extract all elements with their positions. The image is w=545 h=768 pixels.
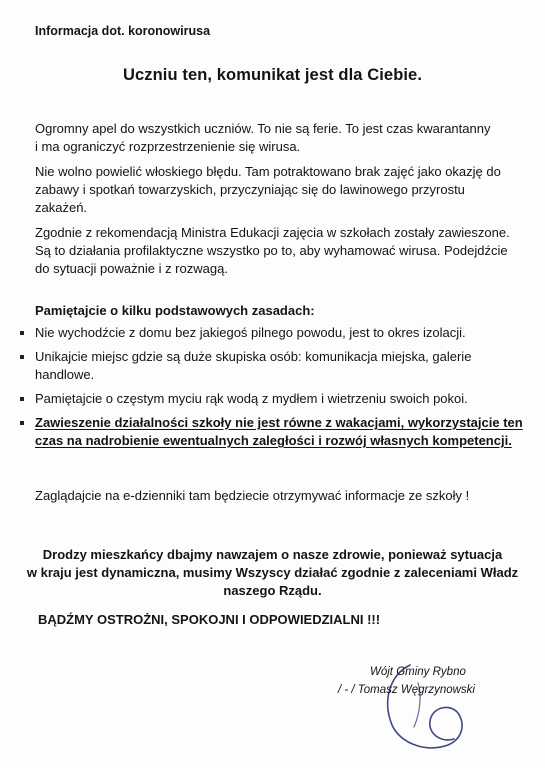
rule-text: handlowe. [35, 367, 95, 382]
bullet-icon [20, 421, 24, 425]
paragraph-line: zakażeń. [35, 200, 88, 215]
bullet-icon [20, 355, 24, 359]
rule-text: Nie wychodźcie z domu bez jakiegoś pilnego powodu, jest to okres izolacji. [35, 325, 466, 340]
ediary-note: Zaglądajcie na e-dzienniki tam będziecie otrzymywać informacje ze szkoły ! [35, 488, 470, 503]
paragraph-line: Są to działania profilaktyczne wszystko po to, aby wyhamować wirusa. Podejdźcie [35, 243, 508, 258]
rule-text: Unikajcie miejsc gdzie są duże skupiska osób: komunikacja miejska, galerie [35, 349, 472, 364]
paragraph-line: do sytuacji poważnie i z rozwagą. [35, 261, 228, 276]
document-title: Uczniu ten, komunikat jest dla Ciebie. [122, 66, 423, 84]
rule-text: Zawieszenie działalności szkoły nie jest równe z wakacjami, wykorzystajcie ten [35, 415, 523, 430]
paragraph-line: Nie wolno powielić włoskiego błędu. Tam potraktowano brak zajęć jako okazję do [35, 164, 501, 179]
paragraph-line: i ma ograniczyć rozprzestrzenienie się wirusa. [35, 139, 301, 154]
signature-block [338, 663, 475, 699]
rule-text: Pamiętajcie o częstym myciu rąk wodą z mydłem i wietrzeniu swoich pokoi. [35, 391, 468, 406]
bullet-icon [20, 331, 24, 335]
rules-list [20, 324, 523, 456]
document-header: Informacja dot. koronowirusa [35, 24, 211, 38]
appeal-line: naszego Rządu. [223, 583, 322, 598]
rule-item [20, 390, 520, 408]
closing-shout: BĄDŹMY OSTROŻNI, SPOKOJNI I ODPOWIEDZIALNI !!! [38, 612, 381, 627]
bullet-icon [20, 397, 24, 401]
paragraph-line: Ogromny apel do wszystkich uczniów. To nie są ferie. To jest czas kwarantanny [35, 121, 491, 136]
paragraph-italy [35, 163, 515, 217]
paragraph-appeal [35, 120, 515, 156]
appeal-line: Drodzy mieszkańcy dbajmy nawzajem o nasze zdrowie, ponieważ sytuacja [42, 547, 503, 562]
paragraph-line: Zgodnie z rekomendacją Ministra Edukacji zajęcia w szkołach zostały zawieszone. [35, 225, 510, 240]
rule-item [20, 348, 520, 384]
rules-heading: Pamiętajcie o kilku podstawowych zasadach: [35, 303, 315, 318]
rule-item-emphasized [20, 414, 523, 450]
signature-name: / - / Tomasz Węgrzynowski [338, 684, 475, 696]
signature-role: Wójt Gminy Rybno [370, 666, 466, 678]
paragraph-ministry [35, 224, 515, 278]
rule-text: czas na nadrobienie ewentualnych zaległości i rozwój własnych kompetencji. [35, 433, 512, 448]
appeal-block [0, 546, 545, 600]
rule-item [20, 324, 520, 342]
paragraph-line: zabawy i spotkań towarzyskich, przyczyniając się do lawinowego przyrostu [35, 182, 465, 197]
appeal-line: w kraju jest dynamiczna, musimy Wszyscy działać zgodnie z zaleceniami Władz [26, 565, 519, 580]
